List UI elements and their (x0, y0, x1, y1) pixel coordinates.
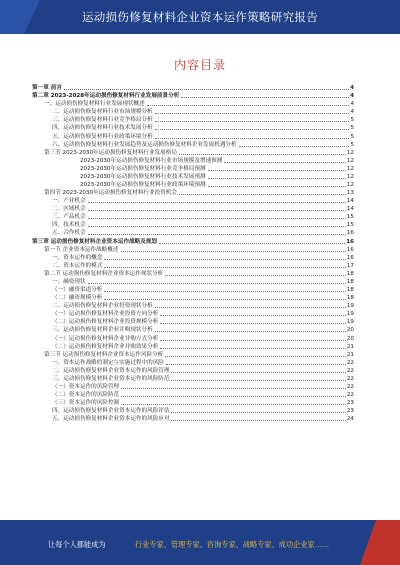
toc-leader-dots (208, 177, 346, 179)
toc-entry[interactable] (32, 375, 354, 383)
toc-page-number: 12 (346, 182, 354, 189)
toc-entry[interactable] (32, 294, 354, 302)
toc-page-number: 22 (346, 367, 354, 374)
toc-leader-dots (104, 266, 346, 268)
toc-entry-text: 三、产品机会 (52, 214, 86, 221)
toc-page-number: 16 (346, 238, 354, 245)
toc-entry[interactable] (32, 221, 354, 229)
toc-entry-text: （三）资本运作的风险控制 (52, 400, 120, 407)
toc-entry[interactable] (32, 157, 354, 165)
toc-leader-dots (160, 347, 346, 349)
toc-page-number: 5 (350, 125, 354, 132)
toc-page-number: 16 (346, 246, 354, 253)
toc-entry-text: 五、运动损伤修复材料企业资本运作的风险应对 (52, 416, 170, 423)
toc-entry[interactable] (32, 205, 354, 213)
toc-entry-text: 第一节 企业资本运作战略概述 (44, 246, 119, 253)
toc-entry-text: 五、合作机会 (52, 230, 86, 237)
report-title: 运动损伤修复材料企业资本运作策略研究报告 (82, 10, 318, 24)
toc-leader-dots (121, 403, 346, 405)
toc-entry[interactable] (32, 246, 354, 254)
toc-entry-text: （一）运动损伤修复材料企业并购方式分析 (52, 335, 159, 342)
toc-leader-dots (181, 96, 349, 98)
toc-entry-text: （一）运动损伤修复材料企业投资方向分析 (52, 311, 159, 318)
toc-page-number: 14 (346, 206, 354, 213)
toc-leader-dots (121, 387, 346, 389)
toc-leader-dots (155, 120, 350, 122)
toc-page-number: 17 (346, 262, 354, 269)
toc-leader-dots (155, 330, 346, 332)
toc-entry-text: 四、技术机会 (52, 222, 86, 229)
toc-page-number: 14 (346, 198, 354, 205)
toc-leader-dots (88, 233, 346, 235)
toc-page-number: 21 (346, 343, 354, 350)
toc-page-number: 12 (346, 173, 354, 180)
toc-page-number: 20 (346, 335, 354, 342)
toc-leader-dots (88, 201, 346, 203)
toc-entry[interactable] (32, 310, 354, 318)
toc-entry[interactable] (32, 149, 354, 157)
toc-entry-text: 三、运动损伤修复材料企业并购现状分析 (52, 327, 153, 334)
toc-entry[interactable] (32, 189, 354, 197)
footer-slogan: 让每个人都能成为 (48, 540, 106, 549)
toc-leader-dots (88, 209, 346, 211)
toc-leader-dots (155, 137, 350, 139)
toc-page-number: 19 (346, 311, 354, 318)
toc-leader-dots (104, 290, 346, 292)
toc-entry[interactable] (32, 391, 354, 399)
toc-page-number: 4 (350, 101, 354, 108)
toc-entry[interactable] (32, 278, 354, 286)
toc-page-number: 12 (346, 157, 354, 164)
toc-leader-dots (104, 258, 346, 260)
toc-entry[interactable] (32, 415, 354, 423)
toc-page-number: 4 (350, 109, 354, 116)
toc-entry-text: 二、区域机会 (52, 206, 86, 213)
toc-page-number: 5 (350, 133, 354, 140)
toc-page-number: 18 (346, 270, 354, 277)
toc-entry[interactable] (32, 262, 354, 270)
toc-entry-text: （二）运动损伤修复材料企业投资规模分析 (52, 319, 159, 326)
toc-leader-dots (171, 419, 345, 421)
toc-page-number: 15 (346, 222, 354, 229)
toc-entry[interactable] (32, 237, 354, 245)
toc-entry-text: 2023-2030年运动损伤修复材料行业技术发展预测 (80, 173, 206, 180)
toc-entry-text: 一、运动损伤修复材料行业发展现状概述 (44, 101, 145, 108)
toc-entry[interactable] (32, 165, 354, 173)
footer-tagline: 行业专家、管理专家、咨询专家、战略专家、成功企业家…… (135, 540, 330, 549)
toc-entry-text: 第一章 前言 (32, 85, 62, 92)
toc-leader-dots (160, 339, 346, 341)
toc-entry-text: 一、资本运作战略的制定与实施过程中的风险 (52, 359, 164, 366)
toc-leader-dots (64, 88, 349, 90)
toc-page-number: 22 (346, 383, 354, 390)
toc-entry-text: 一、融资现状 (52, 278, 86, 285)
toc-entry[interactable] (32, 343, 354, 351)
toc-entry[interactable] (32, 108, 354, 116)
toc-leader-dots (179, 153, 346, 155)
toc-page-number: 18 (346, 278, 354, 285)
toc-leader-dots (88, 282, 346, 284)
toc-entry-text: 三、运动损伤修复材料行业竞争格局分析 (52, 117, 153, 124)
toc-entry[interactable] (32, 132, 354, 140)
toc-entry-text: （一）融资渠道分析 (52, 287, 103, 294)
toc-page-number: 4 (350, 85, 354, 92)
toc-entry-text: 第二节 运动损伤修复材料企业资本运作现状分析 (44, 270, 164, 277)
table-of-contents (32, 84, 354, 423)
toc-leader-dots (165, 274, 346, 276)
toc-entry-text: 二、资本运作的模式 (52, 262, 103, 269)
toc-entry[interactable] (32, 124, 354, 132)
toc-page-number: 5 (350, 117, 354, 124)
toc-entry[interactable] (32, 254, 354, 262)
toc-leader-dots (166, 363, 346, 365)
toc-leader-dots (179, 193, 346, 195)
toc-leader-dots (88, 225, 346, 227)
toc-entry-text: 2023-2030年运动损伤修复材料行业市场规模及增速预测 (80, 157, 223, 164)
toc-page-number: 19 (346, 319, 354, 326)
toc-leader-dots (104, 298, 346, 300)
toc-entry[interactable] (32, 399, 354, 407)
toc-leader-dots (239, 145, 350, 147)
toc-page-number: 20 (346, 327, 354, 334)
toc-entry[interactable] (32, 351, 354, 359)
toc-entry-text: 四、运动损伤修复材料企业资本运作的风险评估 (52, 408, 170, 415)
toc-page-number: 24 (346, 416, 354, 423)
toc-page-number: 22 (346, 375, 354, 382)
toc-entry[interactable] (32, 334, 354, 342)
toc-leader-dots (121, 395, 346, 397)
toc-entry[interactable] (32, 100, 354, 108)
toc-page-number: 5 (350, 141, 354, 148)
toc-page-number: 22 (346, 392, 354, 399)
toc-page-number: 13 (346, 190, 354, 197)
toc-entry[interactable] (32, 270, 354, 278)
toc-page-number: 12 (346, 165, 354, 172)
toc-leader-dots (171, 379, 345, 381)
toc-leader-dots (155, 306, 346, 308)
toc-entry[interactable] (32, 318, 354, 326)
toc-leader-dots (155, 112, 350, 114)
toc-entry-text: 第三节 2023-2030年运动损伤修复材料行业发展格局 (44, 149, 177, 156)
toc-page-number: 23 (346, 408, 354, 415)
toc-entry-text: 一、产业机会 (52, 198, 86, 205)
toc-entry[interactable] (32, 359, 354, 367)
toc-page-number: 4 (350, 93, 354, 100)
toc-entry-text: （一）资本运作的风险管理 (52, 383, 120, 390)
toc-page-number: 21 (346, 351, 354, 358)
toc-page-number: 18 (346, 287, 354, 294)
toc-entry-text: 二、运动损伤修复材料企业投资现状分析 (52, 303, 153, 310)
toc-page-number: 23 (346, 400, 354, 407)
toc-leader-dots (208, 169, 346, 171)
toc-leader-dots (147, 104, 350, 106)
toc-entry[interactable] (32, 141, 354, 149)
toc-leader-dots (171, 411, 345, 413)
toc-entry[interactable] (32, 92, 354, 100)
toc-leader-dots (121, 250, 346, 252)
toc-leader-dots (160, 314, 346, 316)
toc-entry-text: 第三节 运动损伤修复材料企业资本运作风险分析 (44, 351, 164, 358)
toc-entry-text: 二、运动损伤修复材料企业资本运作的风险管理 (52, 367, 170, 374)
toc-entry[interactable] (32, 197, 354, 205)
toc-entry-text: 一、资本运作的概念 (52, 254, 103, 261)
toc-leader-dots (160, 322, 346, 324)
toc-entry[interactable] (32, 84, 354, 92)
toc-entry-text: （二）运动损伤修复材料企业并购效果分析 (52, 343, 159, 350)
toc-entry-text: 第二章 2023-2028年运动损伤修复材料行业发展前景分析 (32, 93, 180, 100)
toc-page-number: 19 (346, 303, 354, 310)
toc-leader-dots (159, 242, 345, 244)
toc-leader-dots (88, 217, 346, 219)
toc-leader-dots (165, 355, 346, 357)
toc-entry[interactable] (32, 286, 354, 294)
toc-page-number: 18 (346, 295, 354, 302)
toc-entry-text: （二）资本运作的风险防范 (52, 392, 120, 399)
toc-leader-dots (208, 185, 346, 187)
toc-entry[interactable] (32, 383, 354, 391)
toc-entry[interactable] (32, 229, 354, 237)
toc-page-number: 16 (346, 254, 354, 261)
toc-entry-text: （二）融资规模分析 (52, 295, 103, 302)
toc-entry[interactable] (32, 116, 354, 124)
toc-page-number: 16 (346, 230, 354, 237)
toc-entry-text: 第三章 运动损伤修复材料企业资本运作战略及规划 (32, 238, 158, 245)
toc-entry[interactable] (32, 173, 354, 181)
toc-page-number: 12 (346, 149, 354, 156)
toc-entry-text: 五、运动损伤修复材料行业政策环境分析 (52, 133, 153, 140)
toc-leader-dots (224, 161, 346, 163)
toc-entry-text: 第四节 2023-2030年运动损伤修复材料行业投资机会 (44, 190, 177, 197)
toc-entry[interactable] (32, 181, 354, 189)
toc-page-number: 22 (346, 359, 354, 366)
toc-page-number: 15 (346, 214, 354, 221)
toc-entry-text: 三、运动损伤修复材料企业资本运作的风险防范 (52, 375, 170, 382)
toc-title: 内容目录 (173, 58, 226, 72)
toc-entry-text: 六、运动损伤修复材料行业发展趋势及运动损伤修复材料企业发展机遇分析 (52, 141, 237, 148)
toc-entry[interactable] (32, 367, 354, 375)
toc-entry[interactable] (32, 326, 354, 334)
toc-entry-text: 2023-2030年运动损伤修复材料行业政策环境预测 (80, 182, 206, 189)
toc-entry-text: 2023-2030年运动损伤修复材料行业竞争格局预测 (80, 165, 206, 172)
toc-entry[interactable] (32, 302, 354, 310)
toc-leader-dots (171, 371, 345, 373)
toc-entry[interactable] (32, 213, 354, 221)
toc-entry-text: 二、运动损伤修复材料行业市场规模分析 (52, 109, 153, 116)
toc-entry-text: 四、运动损伤修复材料行业技术发展分析 (52, 125, 153, 132)
toc-entry[interactable] (32, 407, 354, 415)
toc-leader-dots (155, 128, 350, 130)
